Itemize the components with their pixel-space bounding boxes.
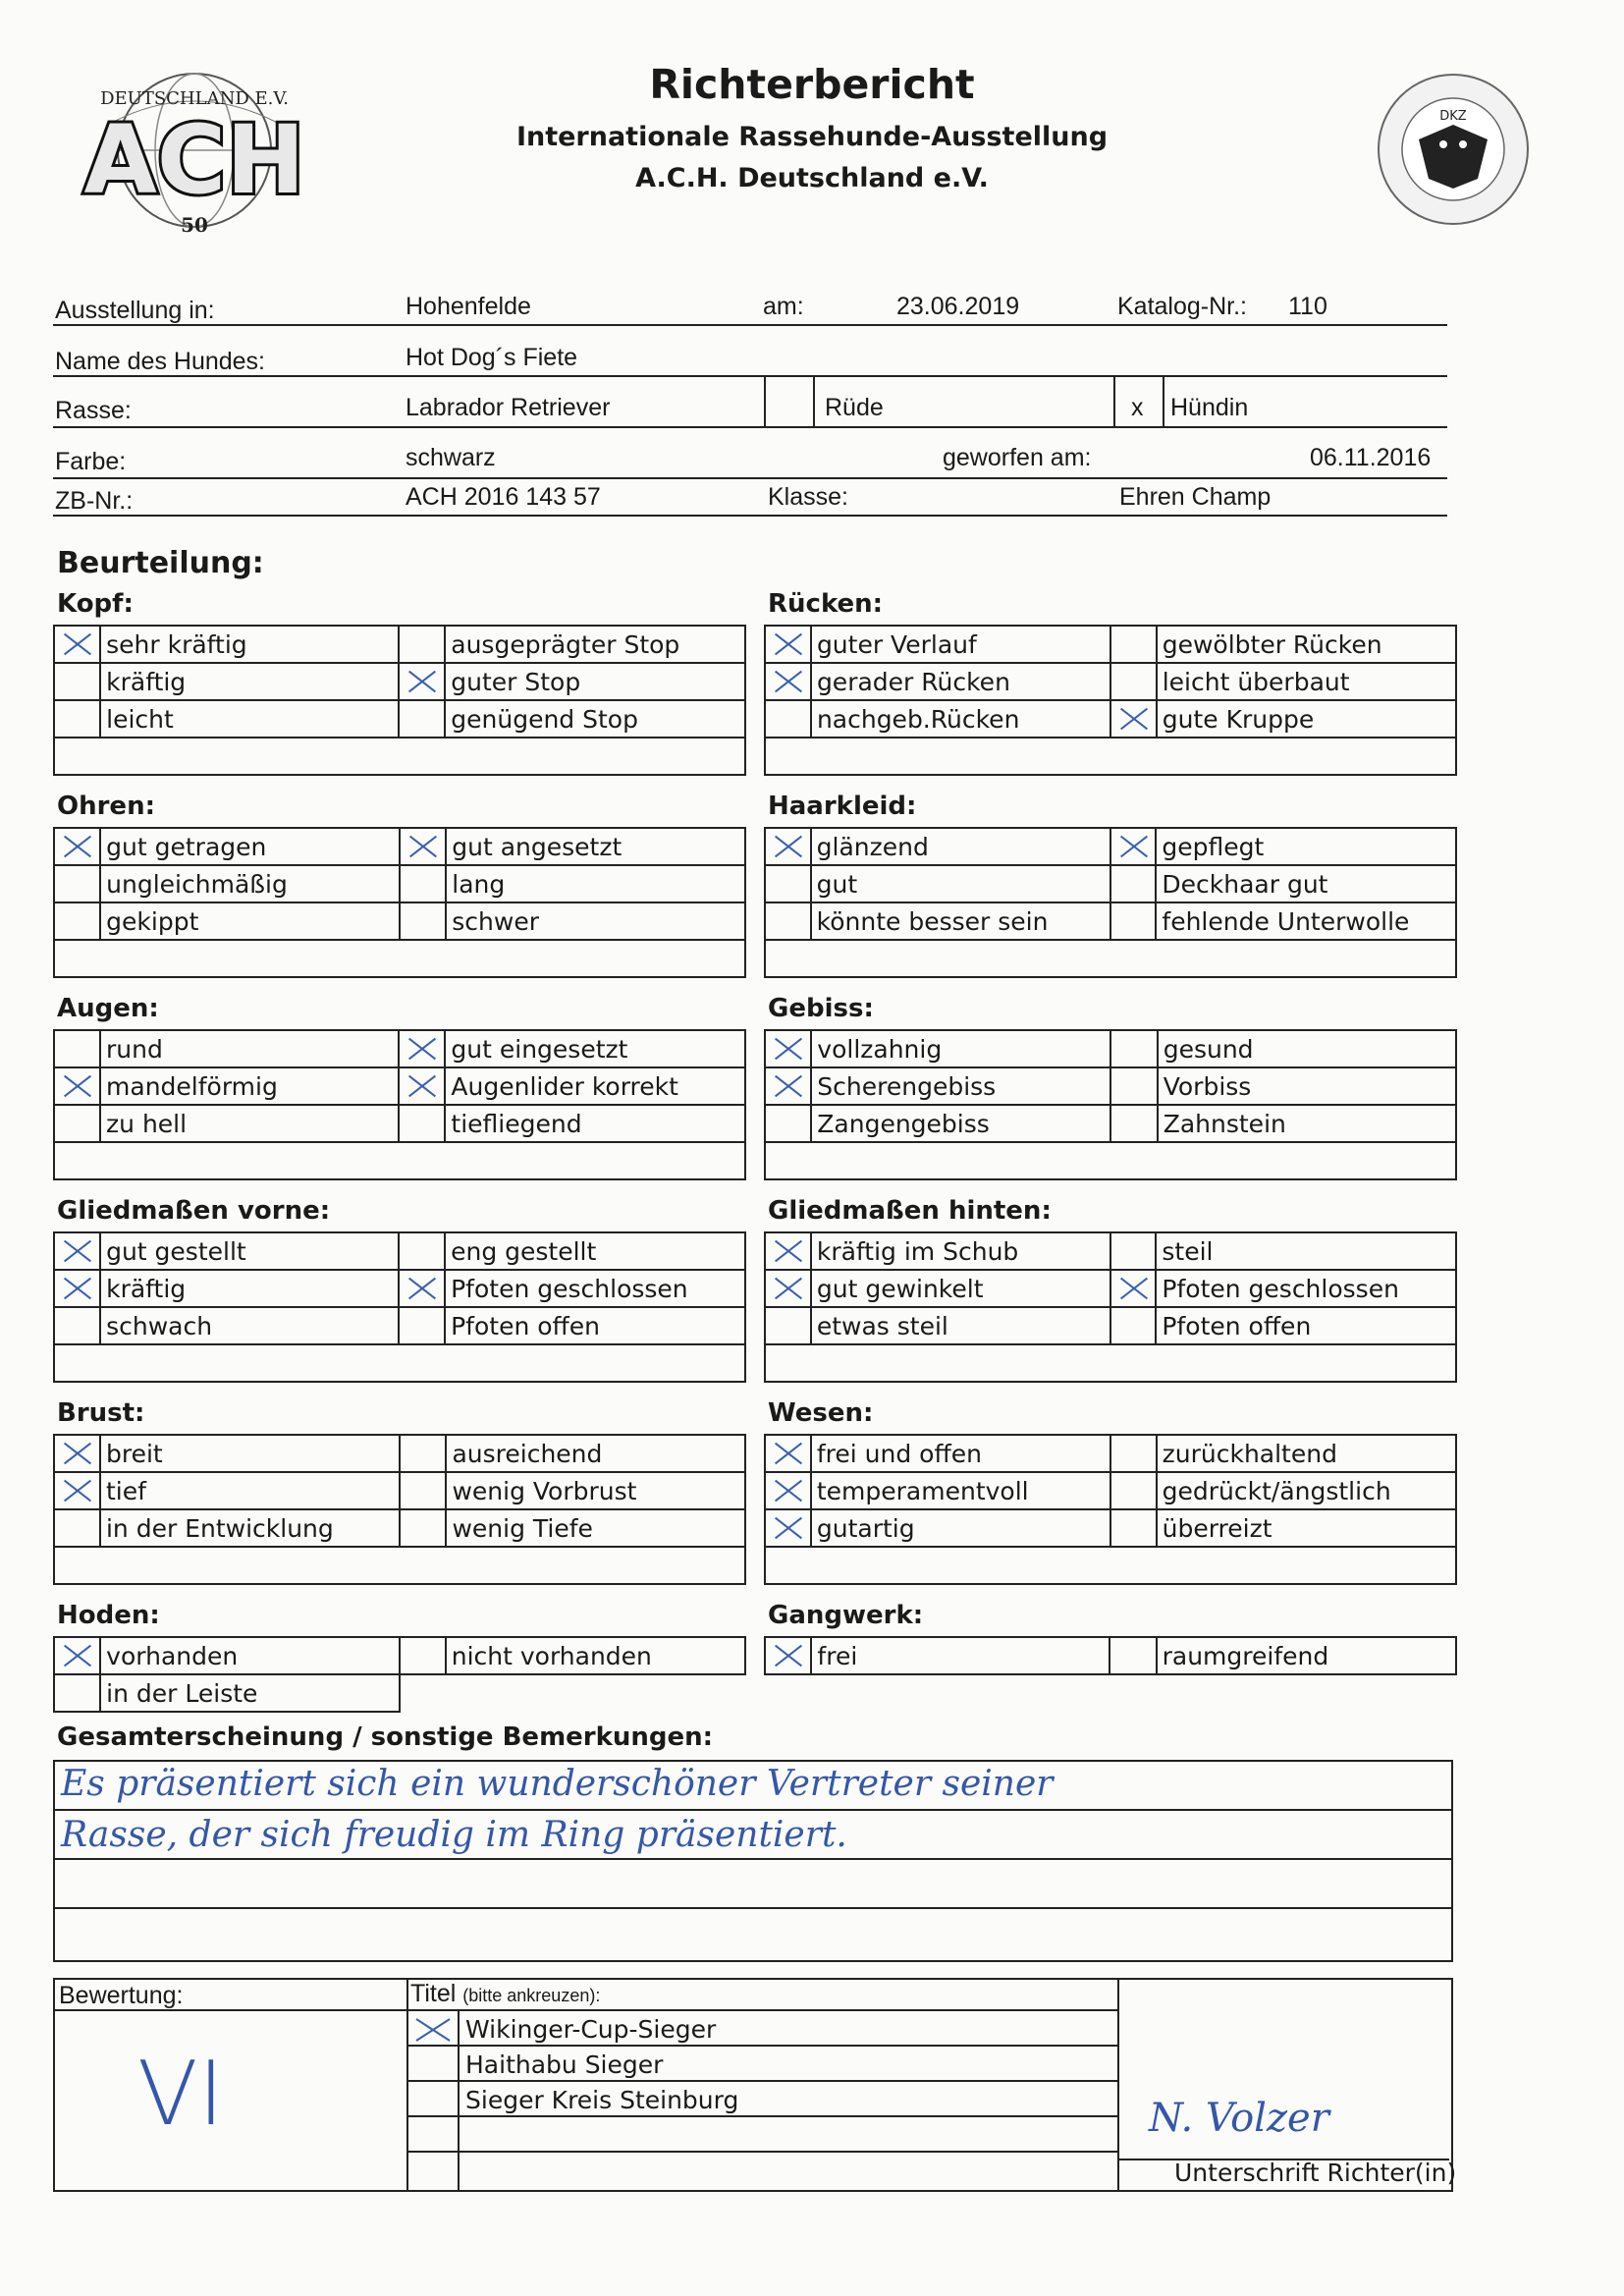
- wesen-notes-field[interactable]: [765, 1547, 1456, 1584]
- ohren-checkbox[interactable]: [54, 828, 100, 865]
- judge-signature: N. Volzer: [1149, 2096, 1329, 2141]
- gebiss-heading: Gebiss:: [768, 994, 874, 1023]
- bewertung-label: Bewertung:: [59, 1982, 184, 2009]
- gangwerk-checkbox[interactable]: [1110, 1637, 1156, 1674]
- gv-checkbox[interactable]: [54, 1307, 100, 1344]
- haarkleid-notes-field[interactable]: [765, 940, 1456, 977]
- gv-checkbox[interactable]: [399, 1270, 445, 1307]
- haarkleid-checkbox[interactable]: [1110, 902, 1157, 940]
- ruecken-option: gerader Rücken: [811, 663, 1110, 700]
- kopf-option: kräftig: [100, 663, 399, 700]
- svg-text:ACH: ACH: [83, 105, 305, 215]
- kopf-checkbox[interactable]: [54, 626, 100, 663]
- augen-notes-field[interactable]: [54, 1142, 745, 1179]
- wesen-checkbox[interactable]: [765, 1472, 811, 1509]
- gv-option: kräftig: [100, 1270, 399, 1307]
- ruecken-checkbox[interactable]: [765, 700, 811, 738]
- klasse-label: Klasse:: [768, 483, 848, 511]
- ruecken-notes-field[interactable]: [765, 738, 1456, 775]
- titel-option: Wikinger-Cup-Sieger: [465, 2015, 717, 2044]
- gebiss-checkbox[interactable]: [765, 1067, 811, 1105]
- svg-text:50: 50: [181, 213, 208, 237]
- ruecken-checkbox[interactable]: [765, 626, 811, 663]
- gh-option: etwas steil: [811, 1307, 1110, 1344]
- haarkleid-checkbox[interactable]: [765, 828, 811, 865]
- haarkleid-option: gut: [811, 865, 1110, 902]
- kopf-checkbox[interactable]: [54, 700, 100, 738]
- gh-checkbox[interactable]: [1110, 1270, 1157, 1307]
- kopf-option: genügend Stop: [445, 700, 745, 738]
- report-title: Richterbericht: [649, 61, 975, 108]
- gangwerk-option: frei: [811, 1637, 1110, 1674]
- hoden-checkbox[interactable]: [54, 1674, 100, 1712]
- gh-option: Pfoten geschlossen: [1156, 1270, 1456, 1307]
- gh-option: Pfoten offen: [1156, 1307, 1456, 1344]
- dkz-seal: [1375, 71, 1532, 228]
- brust-option: ausreichend: [446, 1435, 745, 1472]
- beurteilung-heading: Beurteilung:: [57, 546, 264, 580]
- brust-option: tief: [100, 1472, 400, 1509]
- brust-checkbox[interactable]: [54, 1472, 100, 1509]
- ohren-table: [53, 827, 746, 978]
- hoden-option: vorhanden: [100, 1637, 399, 1674]
- huendin-mark: x: [1131, 394, 1144, 421]
- haarkleid-table: [764, 827, 1457, 978]
- ruecken-checkbox[interactable]: [1110, 700, 1157, 738]
- brust-table: [53, 1434, 746, 1585]
- zb-value: ACH 2016 143 57: [406, 483, 601, 511]
- ohren-checkbox[interactable]: [400, 902, 446, 940]
- brust-heading: Brust:: [57, 1398, 145, 1428]
- hoden-checkbox[interactable]: [54, 1637, 100, 1674]
- am-value: 23.06.2019: [896, 293, 1020, 320]
- report-subtitle: Internationale Rassehunde-Ausstellung: [515, 122, 1109, 152]
- augen-option: Augenlider korrekt: [445, 1067, 745, 1105]
- rasse-value: Labrador Retriever: [406, 394, 611, 421]
- augen-checkbox[interactable]: [399, 1105, 445, 1142]
- remarks-line-2: Rasse, der sich freudig im Ring präsentiert.: [61, 1815, 847, 1855]
- gangwerk-heading: Gangwerk:: [768, 1601, 924, 1630]
- katalog-value: 110: [1288, 293, 1327, 320]
- name-value: Hot Dog´s Fiete: [406, 344, 578, 371]
- zb-label: ZB-Nr.:: [55, 487, 134, 515]
- brust-checkbox[interactable]: [54, 1435, 100, 1472]
- gv-option: Pfoten geschlossen: [445, 1270, 745, 1307]
- wesen-table: [764, 1434, 1457, 1585]
- gebiss-option: Vorbiss: [1158, 1067, 1456, 1105]
- kopf-checkbox[interactable]: [54, 663, 100, 700]
- gh-checkbox[interactable]: [1110, 1307, 1157, 1344]
- gebiss-notes-field[interactable]: [765, 1142, 1456, 1179]
- am-label: am:: [763, 293, 804, 320]
- kopf-heading: Kopf:: [57, 589, 134, 619]
- bewertung-value: VI: [137, 2043, 225, 2146]
- gebiss-checkbox[interactable]: [765, 1030, 811, 1067]
- kopf-option: guter Stop: [445, 663, 745, 700]
- kopf-checkbox[interactable]: [399, 700, 445, 738]
- ruecken-heading: Rücken:: [768, 589, 884, 619]
- gebiss-table: [764, 1029, 1457, 1180]
- ruecken-checkbox[interactable]: [1110, 663, 1157, 700]
- ohren-checkbox[interactable]: [54, 902, 100, 940]
- ruecken-option: leicht überbaut: [1157, 663, 1456, 700]
- haarkleid-checkbox[interactable]: [765, 865, 811, 902]
- ruecken-table: [764, 625, 1457, 776]
- brust-option: breit: [100, 1435, 400, 1472]
- svg-text:DEUTSCHLAND E.V.: DEUTSCHLAND E.V.: [100, 88, 289, 109]
- gh-option: kräftig im Schub: [811, 1232, 1110, 1270]
- ohren-heading: Ohren:: [57, 792, 155, 821]
- augen-table: [53, 1029, 746, 1180]
- gv-option: schwach: [100, 1307, 399, 1344]
- kopf-table: [53, 625, 746, 776]
- kopf-checkbox[interactable]: [399, 626, 445, 663]
- gh-notes-field[interactable]: [765, 1344, 1456, 1382]
- kopf-notes-field[interactable]: [54, 738, 745, 775]
- ruecken-option: nachgeb.Rücken: [811, 700, 1110, 738]
- ruede-label: Rüde: [825, 394, 884, 421]
- augen-heading: Augen:: [57, 994, 159, 1023]
- augen-checkbox[interactable]: [399, 1030, 445, 1067]
- ruecken-checkbox[interactable]: [1110, 626, 1157, 663]
- titel-option: Sieger Kreis Steinburg: [465, 2086, 739, 2114]
- haarkleid-checkbox[interactable]: [1110, 865, 1157, 902]
- hoden-option: nicht vorhanden: [446, 1637, 745, 1674]
- gangwerk-table: [764, 1636, 1457, 1675]
- kopf-option: sehr kräftig: [100, 626, 399, 663]
- gebiss-checkbox[interactable]: [765, 1105, 811, 1142]
- gv-option: gut gestellt: [100, 1232, 399, 1270]
- ohren-option: ungleichmäßig: [100, 865, 400, 902]
- brust-checkbox[interactable]: [400, 1435, 446, 1472]
- brust-checkbox[interactable]: [400, 1509, 446, 1547]
- gh-checkbox[interactable]: [1110, 1232, 1157, 1270]
- ausstellung-value: Hohenfelde: [406, 293, 531, 320]
- ruecken-option: gute Kruppe: [1157, 700, 1456, 738]
- svg-text:DKZ: DKZ: [1439, 109, 1467, 124]
- ohren-checkbox[interactable]: [400, 828, 446, 865]
- hoden-option: in der Leiste: [100, 1674, 399, 1712]
- titel-hint: (bitte ankreuzen):: [462, 1986, 601, 2005]
- rasse-label: Rasse:: [55, 397, 132, 424]
- wesen-checkbox[interactable]: [1110, 1435, 1157, 1472]
- geworfen-value: 06.11.2016: [1310, 444, 1432, 471]
- remarks-line-1: Es präsentiert sich ein wunderschöner Vertreter seiner: [61, 1764, 1054, 1804]
- wesen-option: gedrückt/ängstlich: [1157, 1472, 1456, 1509]
- haarkleid-option: glänzend: [811, 828, 1110, 865]
- gangwerk-checkbox[interactable]: [765, 1637, 811, 1674]
- ohren-option: gut getragen: [100, 828, 400, 865]
- brust-option: wenig Tiefe: [446, 1509, 745, 1547]
- gv-checkbox[interactable]: [54, 1232, 100, 1270]
- gv-option: Pfoten offen: [445, 1307, 745, 1344]
- augen-option: gut eingesetzt: [445, 1030, 745, 1067]
- gh-checkbox[interactable]: [765, 1270, 811, 1307]
- name-label: Name des Hundes:: [55, 348, 266, 375]
- gebiss-option: gesund: [1158, 1030, 1456, 1067]
- augen-option: tiefliegend: [445, 1105, 745, 1142]
- haarkleid-option: fehlende Unterwolle: [1156, 902, 1456, 940]
- wesen-option: gutartig: [811, 1509, 1110, 1547]
- geworfen-label: geworfen am:: [943, 444, 1092, 471]
- titel-checkmark[interactable]: [412, 2015, 454, 2045]
- huendin-label: Hündin: [1170, 394, 1249, 421]
- ohren-notes-field[interactable]: [54, 940, 745, 977]
- gh-option: gut gewinkelt: [811, 1270, 1110, 1307]
- wesen-option: frei und offen: [811, 1435, 1110, 1472]
- kopf-option: leicht: [100, 700, 399, 738]
- haarkleid-checkbox[interactable]: [765, 902, 811, 940]
- augen-checkbox[interactable]: [54, 1067, 100, 1105]
- gh-checkbox[interactable]: [765, 1232, 811, 1270]
- wesen-option: zurückhaltend: [1157, 1435, 1456, 1472]
- ohren-checkbox[interactable]: [400, 865, 446, 902]
- ohren-option: gut angesetzt: [446, 828, 745, 865]
- haarkleid-heading: Haarkleid:: [768, 792, 917, 821]
- farbe-value: schwarz: [406, 444, 496, 471]
- haarkleid-option: Deckhaar gut: [1156, 865, 1456, 902]
- gebiss-checkbox[interactable]: [1110, 1067, 1157, 1105]
- gv-table: [53, 1231, 746, 1383]
- hoden-table: [53, 1636, 746, 1713]
- augen-option: rund: [100, 1030, 399, 1067]
- ruecken-option: guter Verlauf: [811, 626, 1110, 663]
- kopf-checkbox[interactable]: [399, 663, 445, 700]
- brust-option: wenig Vorbrust: [446, 1472, 745, 1509]
- augen-option: zu hell: [100, 1105, 399, 1142]
- klasse-value: Ehren Champ: [1119, 483, 1272, 511]
- gh-table: [764, 1231, 1457, 1383]
- gv-option: eng gestellt: [445, 1232, 745, 1270]
- gh-option: steil: [1156, 1232, 1456, 1270]
- gv-heading: Gliedmaßen vorne:: [57, 1196, 331, 1226]
- wesen-checkbox[interactable]: [1110, 1472, 1157, 1509]
- haarkleid-option: könnte besser sein: [811, 902, 1110, 940]
- gh-checkbox[interactable]: [765, 1307, 811, 1344]
- gebiss-option: Scherengebiss: [811, 1067, 1110, 1105]
- brust-option: in der Entwicklung: [100, 1509, 400, 1547]
- hoden-heading: Hoden:: [57, 1601, 160, 1630]
- ausstellung-label: Ausstellung in:: [55, 297, 215, 324]
- wesen-option: überreizt: [1157, 1509, 1456, 1547]
- ohren-option: schwer: [446, 902, 745, 940]
- farbe-label: Farbe:: [55, 448, 127, 475]
- gv-checkbox[interactable]: [399, 1307, 445, 1344]
- ruecken-option: gewölbter Rücken: [1157, 626, 1456, 663]
- gv-checkbox[interactable]: [399, 1232, 445, 1270]
- gh-heading: Gliedmaßen hinten:: [768, 1196, 1052, 1226]
- augen-option: mandelförmig: [100, 1067, 399, 1105]
- brust-notes-field[interactable]: [54, 1547, 745, 1584]
- gv-checkbox[interactable]: [54, 1270, 100, 1307]
- gebiss-option: Zangengebiss: [811, 1105, 1110, 1142]
- hoden-checkbox[interactable]: [400, 1637, 446, 1674]
- titel-label: Titel: [410, 1980, 457, 2007]
- augen-checkbox[interactable]: [54, 1030, 100, 1067]
- brust-checkbox[interactable]: [400, 1472, 446, 1509]
- augen-checkbox[interactable]: [399, 1067, 445, 1105]
- katalog-label: Katalog-Nr.:: [1117, 293, 1248, 320]
- brust-checkbox[interactable]: [54, 1509, 100, 1547]
- ruecken-checkbox[interactable]: [765, 663, 811, 700]
- titel-option: Haithabu Sieger: [465, 2050, 664, 2079]
- signature-label: Unterschrift Richter(in): [1174, 2159, 1457, 2187]
- ohren-option: lang: [446, 865, 745, 902]
- wesen-option: temperamentvoll: [811, 1472, 1110, 1509]
- gebiss-checkbox[interactable]: [1110, 1105, 1157, 1142]
- gebiss-option: vollzahnig: [811, 1030, 1110, 1067]
- haarkleid-checkbox[interactable]: [1110, 828, 1157, 865]
- ohren-option: gekippt: [100, 902, 400, 940]
- wesen-heading: Wesen:: [768, 1398, 874, 1428]
- remarks-heading: Gesamterscheinung / sonstige Bemerkungen:: [57, 1722, 714, 1752]
- wesen-checkbox[interactable]: [765, 1509, 811, 1547]
- report-organization: A.C.H. Deutschland e.V.: [635, 163, 989, 193]
- kopf-option: ausgeprägter Stop: [445, 626, 745, 663]
- augen-checkbox[interactable]: [54, 1105, 100, 1142]
- gebiss-option: Zahnstein: [1158, 1105, 1456, 1142]
- ohren-checkbox[interactable]: [54, 865, 100, 902]
- gangwerk-option: raumgreifend: [1157, 1637, 1456, 1674]
- wesen-checkbox[interactable]: [1110, 1509, 1157, 1547]
- gv-notes-field[interactable]: [54, 1344, 745, 1382]
- haarkleid-option: gepflegt: [1156, 828, 1456, 865]
- gebiss-checkbox[interactable]: [1110, 1030, 1157, 1067]
- wesen-checkbox[interactable]: [765, 1435, 811, 1472]
